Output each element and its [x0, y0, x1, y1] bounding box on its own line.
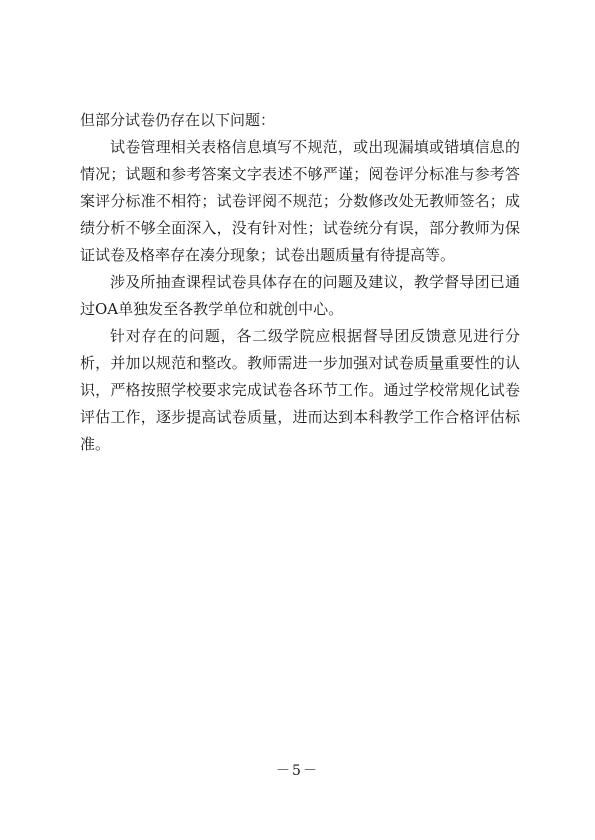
paragraph-measures: 针对存在的问题，各二级学院应根据督导团反馈意见进行分析，并加以规范和整改。教师需进一步加强对试卷质量重要性的认识，严格按照学校要求完成试卷各环节工作。通过学校常规化试卷评估工作，逐步提高试卷质量，进而达到本科教学工作合格评估标准。: [80, 327, 520, 453]
paragraph-notice: 涉及所抽查课程试卷具体存在的问题及建议，教学督导团已通过OA单独发至各教学单位和就创中心。: [80, 273, 520, 318]
paragraph-intro: 但部分试卷仍存在以下问题：: [80, 111, 276, 129]
paragraph-problems: 试卷管理相关表格信息填写不规范，或出现漏填或错填信息的情况；试题和参考答案文字表述不够严谨；阅卷评分标准与参考答案评分标准不相符；试卷评阅不规范；分数修改处无教师签名；成绩分析不够全面深入，没有针对性；试卷统分有误，部分教师为保证试卷及格率存在凑分现象；试卷出题质量有待提高等。: [80, 138, 520, 264]
page-number: －5－: [276, 763, 319, 779]
document-body: [80, 107, 520, 458]
